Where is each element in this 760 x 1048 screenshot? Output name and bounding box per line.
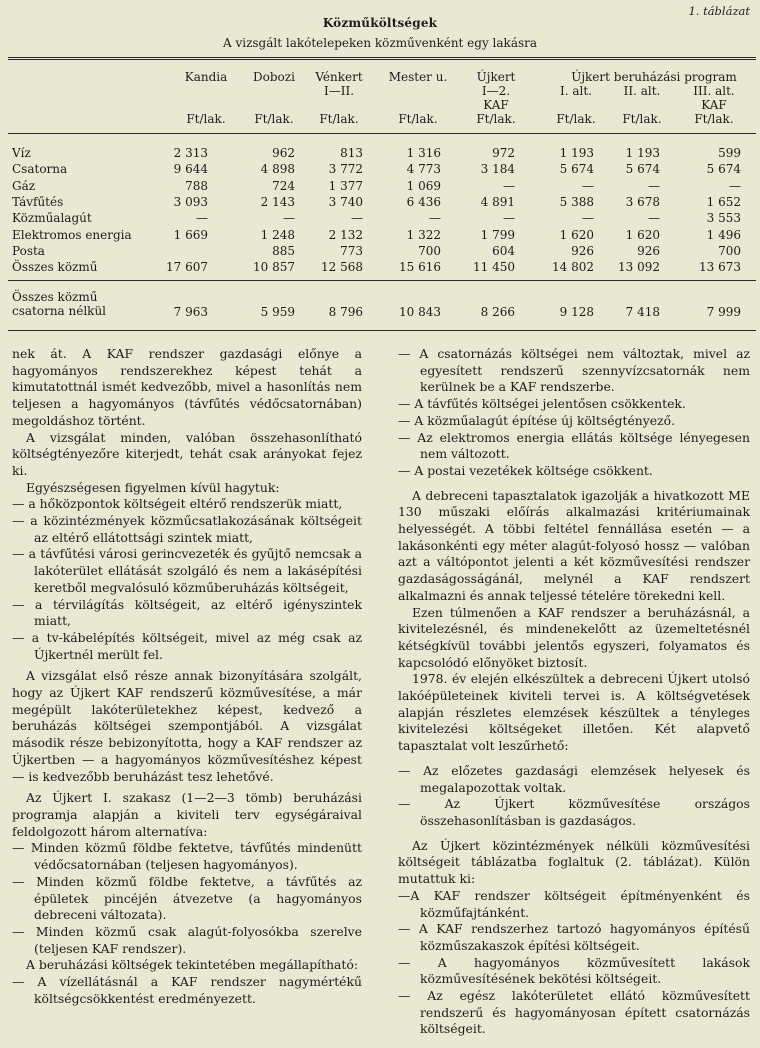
table-cell: 813 xyxy=(340,146,363,160)
table-cell: — xyxy=(729,178,741,193)
col-head-mester: Mester u. xyxy=(388,70,448,84)
header-bottom-rule xyxy=(8,133,756,134)
table-total-cell: 7 963 xyxy=(173,305,208,319)
list-item: — A postai vezetékek költsége csökkent. xyxy=(398,462,653,478)
unit-kandia: Ft/lak. xyxy=(186,112,226,126)
col-head-alt3: III. alt. KAF xyxy=(693,84,735,112)
table-total-cell: 8 266 xyxy=(480,305,515,319)
table-cell: 12 568 xyxy=(321,260,363,275)
unit-alt3: Ft/lak. xyxy=(694,112,734,126)
paragraph: A debreceni tapasztalatok igazolják a hivatkozott ME 130 műszaki előírás alkalmazási kritériumainak helyességét. A többi feltétel fennállása esetén — a lakásonkénti egy méter alagút-folyosó hossz — valóban azt a váltópontot jelenti a két közművesítési rendszer gazdaságosságánál, melynél a KAF rendszert alkalmazni és annak teljessé tételére törekedni kell. xyxy=(398,487,750,603)
unit-venkert: Ft/lak. xyxy=(319,112,359,126)
table-cell: — xyxy=(648,211,660,226)
table-cell: 4 891 xyxy=(480,194,515,209)
table-cell: — xyxy=(582,178,594,193)
list-item: — A távfűtés költségei jelentősen csökkentek. xyxy=(398,396,686,412)
text-column-left xyxy=(12,346,362,1007)
table-cell: 1 193 xyxy=(559,146,594,160)
table-cell: 5 674 xyxy=(625,162,660,177)
total-top-rule xyxy=(8,280,756,281)
table-cell: 700 xyxy=(718,243,741,258)
table-cell: 926 xyxy=(571,243,594,258)
table-cell: 3 678 xyxy=(625,194,660,209)
list-item: — a tv-kábelépítés költségeit, mivel az még csak az Újkertnél merült fel. xyxy=(12,629,362,662)
table-cell: 1 069 xyxy=(406,178,441,193)
table-cell: 6 436 xyxy=(406,194,441,209)
paragraph: Ezen túlmenően a KAF rendszer a beruházásnál, a kivitelezésnél, és mindenekelőtt az üzemeltetésnél kétségkívül további jelentős egyszeri, folyamatos és kapcsolódó előnyöket biztosít. xyxy=(398,604,750,670)
list-item: — A hagyományos közművesített lakások közművesítésének bekötési költségeit. xyxy=(398,954,750,987)
col-head-dobozi: Dobozi xyxy=(253,70,295,84)
table-bottom-rule xyxy=(8,330,756,331)
table-cell: 788 xyxy=(185,178,208,193)
group-header: Újkert beruházási program xyxy=(571,70,737,84)
table-row-label: Csatorna xyxy=(12,162,68,177)
paragraph: 1978. év elején elkészültek a debreceni Újkert utolsó lakóépületeinek kiviteli tervei is. A költségvetések alapján részletes elemzések készültek a tényleges kivitelezési költségeket illetően. Két alapvető tapasztalat volt leszűrhető: xyxy=(398,671,750,754)
table-cell: 4 898 xyxy=(260,162,295,177)
list-item: — Az egész lakóterületet ellátó közművesített rendszerű és hagyományosan épített csatornázás költségeit. xyxy=(398,988,750,1037)
table-cell: 1 377 xyxy=(328,178,363,193)
list-item: — Minden közmű földbe fektetve, a távfűtés az épületek pincéjén átvezetve (a hagyományos debreceni változata). xyxy=(12,873,362,923)
list-item: — A vízellátásnál a KAF rendszer nagymértékű költségcsökkentést eredményezett. xyxy=(12,974,362,1006)
table-row-label: Közműalagút xyxy=(12,211,92,226)
col-head-kandia: Kandia xyxy=(184,70,228,84)
list-item: — a távfűtési városi gerincvezeték és gyűjtő nemcsak a lakóterület ellátását szolgáló és nem a lakásépítési keretből megvalósuló közműberuházás költségeit, xyxy=(12,546,362,595)
table-cell: 599 xyxy=(718,146,741,160)
list-item: — Az elektromos energia ellátás költsége lényegesen nem változott. xyxy=(398,429,750,462)
table-cell: 4 773 xyxy=(406,162,441,177)
table-cell: 1 620 xyxy=(625,227,660,242)
table-cell: 972 xyxy=(492,146,515,160)
table-cell: 3 184 xyxy=(480,162,515,177)
list-item: — Az Újkert közművesítése országos összehasonlításban is gazdaságos. xyxy=(398,796,750,828)
table-cell: 1 652 xyxy=(706,194,741,209)
table-cell: — xyxy=(283,211,295,226)
table-cell: 1 322 xyxy=(406,227,441,242)
table-total-cell: 5 959 xyxy=(260,305,295,319)
table-top-rule xyxy=(8,57,756,60)
table-cell: 604 xyxy=(492,243,515,258)
table-total-cell: 7 999 xyxy=(706,305,741,319)
table-cell: 773 xyxy=(340,243,363,258)
table-cell: — xyxy=(503,178,515,193)
table-cell: 3 740 xyxy=(328,194,363,209)
table-cell: 1 496 xyxy=(706,227,741,242)
table-cell: 11 450 xyxy=(473,260,515,275)
list-item: — a hőközpontok költségeit eltérő rendszerük miatt, xyxy=(12,496,343,512)
table-cell: — xyxy=(429,211,441,226)
table-subtitle: A vizsgált lakótelepeken közművenként egy lakásra xyxy=(222,36,538,50)
paragraph: nek át. A KAF rendszer gazdasági előnye a hagyományos rendszerekhez képest tehát a kimutatottnál ismét kedvezőbb, mivel a hasonlítás nem teljesen a hagyományos (távfűtés védőcsatornában) megoldáshoz történt. xyxy=(12,346,362,428)
unit-dobozi: Ft/lak. xyxy=(254,112,294,126)
table-cell: — xyxy=(351,211,363,226)
unit-mester: Ft/lak. xyxy=(398,112,438,126)
table-cell: 5 674 xyxy=(559,162,594,177)
list-item: — a térvilágítás költségeit, az eltérő igényszintek miatt, xyxy=(12,596,362,629)
table-cell: 926 xyxy=(637,243,660,258)
table-cell: — xyxy=(582,211,594,226)
paragraph: Az Újkert közintézmények nélküli közművesítési költségeit táblázatba foglaltuk (2. táblázat). Külön mutattuk ki: xyxy=(398,837,750,887)
table-cell: 724 xyxy=(272,178,295,193)
table-cell: 15 616 xyxy=(399,260,441,275)
table-cell: — xyxy=(196,211,208,226)
table-cell: 1 248 xyxy=(260,227,295,242)
col-head-alt1: I. alt. xyxy=(560,84,592,98)
table-cell: 1 193 xyxy=(625,146,660,160)
table-row-label: Posta xyxy=(12,243,45,258)
total-row-label: Összes közmű csatorna nélkül xyxy=(12,290,107,318)
paragraph: Az Újkert I. szakasz (1—2—3 tömb) beruházási programja alapján a kiviteli terv egységáraival feldolgozott három alternatíva: xyxy=(12,790,362,839)
text-column-right xyxy=(398,346,750,1038)
table-cell: 700 xyxy=(418,243,441,258)
paragraph: A vizsgálat első része annak bizonyítására szolgált, hogy az Újkert KAF rendszerű közművesítése, a már megépült lakóterületekhez képest, kedvező a beruházás költségei szempontjából. A vizsgálat második része bebizonyította, hogy a KAF rendszer az Újkertben — a hagyományos közművesítéshez képest — is kedvezőbb beruházást tesz lehetővé. xyxy=(12,668,362,784)
unit-alt2: Ft/lak. xyxy=(622,112,662,126)
col-head-ujkert: Újkert I—2. KAF xyxy=(476,70,516,112)
table-row-label: Gáz xyxy=(12,178,36,193)
table-total-cell: 9 128 xyxy=(559,305,594,319)
table-cell: 17 607 xyxy=(166,260,208,275)
table-cell: 10 857 xyxy=(253,260,295,275)
paragraph: A vizsgálat minden, valóban összehasonlítható költségtényezőre kiterjedt, tehát csak arányokat fejez ki. xyxy=(12,429,362,478)
table-cell: 885 xyxy=(272,243,295,258)
table-cell: 1 620 xyxy=(559,227,594,242)
paragraph: Egyészségesen figyelmen kívül hagytuk: xyxy=(26,479,280,495)
table-cell: 9 644 xyxy=(173,162,208,177)
unit-ujkert: Ft/lak. xyxy=(476,112,516,126)
list-item: — A KAF rendszerhez tartozó hagyományos építésű közműszakaszok építési költségeit. xyxy=(398,921,750,953)
list-item: — a közintézmények közműcsatlakozásának költségeit az eltérő ellátottsági szintek miatt, xyxy=(12,513,362,545)
list-item: —A KAF rendszer költségeit építményenként és közműfajtánként. xyxy=(398,887,750,920)
table-title: Közműköltségek xyxy=(322,16,438,30)
table-cell: 5 674 xyxy=(706,162,741,177)
table-total-cell: 7 418 xyxy=(625,305,660,319)
list-item: — A csatornázás költségei nem változtak, mivel az egyesített rendszerű szennyvízcsatornák nem kerülnek be a KAF rendszerbe. xyxy=(398,346,750,395)
paragraph: A beruházási költségek tekintetében megállapítható: xyxy=(26,957,359,973)
table-cell: 3 553 xyxy=(706,211,741,226)
table-cell: 5 388 xyxy=(559,194,594,209)
table-total-cell: 8 796 xyxy=(328,305,363,319)
table-row-label: Összes közmű xyxy=(12,260,98,275)
col-head-alt2: II. alt. xyxy=(623,84,661,98)
table-cell: 14 802 xyxy=(552,260,594,275)
table-row-label: Elektromos energia xyxy=(12,227,132,242)
table-cell: — xyxy=(648,178,660,193)
table-cell: 3 772 xyxy=(328,162,363,177)
table-cell: 1 799 xyxy=(480,227,515,242)
table-cell: 962 xyxy=(272,146,295,160)
list-item: — A közműalagút építése új költségtényező. xyxy=(398,412,676,428)
table-cell: 1 669 xyxy=(173,227,208,242)
table-cell: 2 313 xyxy=(173,146,208,160)
table-cell: 13 673 xyxy=(699,260,741,275)
table-total-cell: 10 843 xyxy=(399,305,441,319)
list-item: — Az előzetes gazdasági elemzések helyesek és megalapozottak voltak. xyxy=(398,762,750,795)
table-cell: 2 132 xyxy=(328,227,363,242)
list-item: — Minden közmű földbe fektetve, távfűtés mindenütt védőcsatornában (teljesen hagyományos). xyxy=(12,840,362,873)
table-cell: — xyxy=(503,211,515,226)
table-cell: 2 143 xyxy=(260,194,295,209)
unit-alt1: Ft/lak. xyxy=(556,112,596,126)
col-head-venkert: Vénkert I—II. xyxy=(315,70,363,98)
table-row-label: Távfűtés xyxy=(12,194,64,209)
table-label: 1. táblázat xyxy=(688,4,750,18)
table-cell: 3 093 xyxy=(173,194,208,209)
table-cell: 13 092 xyxy=(618,260,660,275)
list-item: — Minden közmű csak alagút-folyosókba szerelve (teljesen KAF rendszer). xyxy=(12,923,362,956)
table-row-label: Víz xyxy=(12,146,31,160)
table-cell: 1 316 xyxy=(406,146,441,160)
